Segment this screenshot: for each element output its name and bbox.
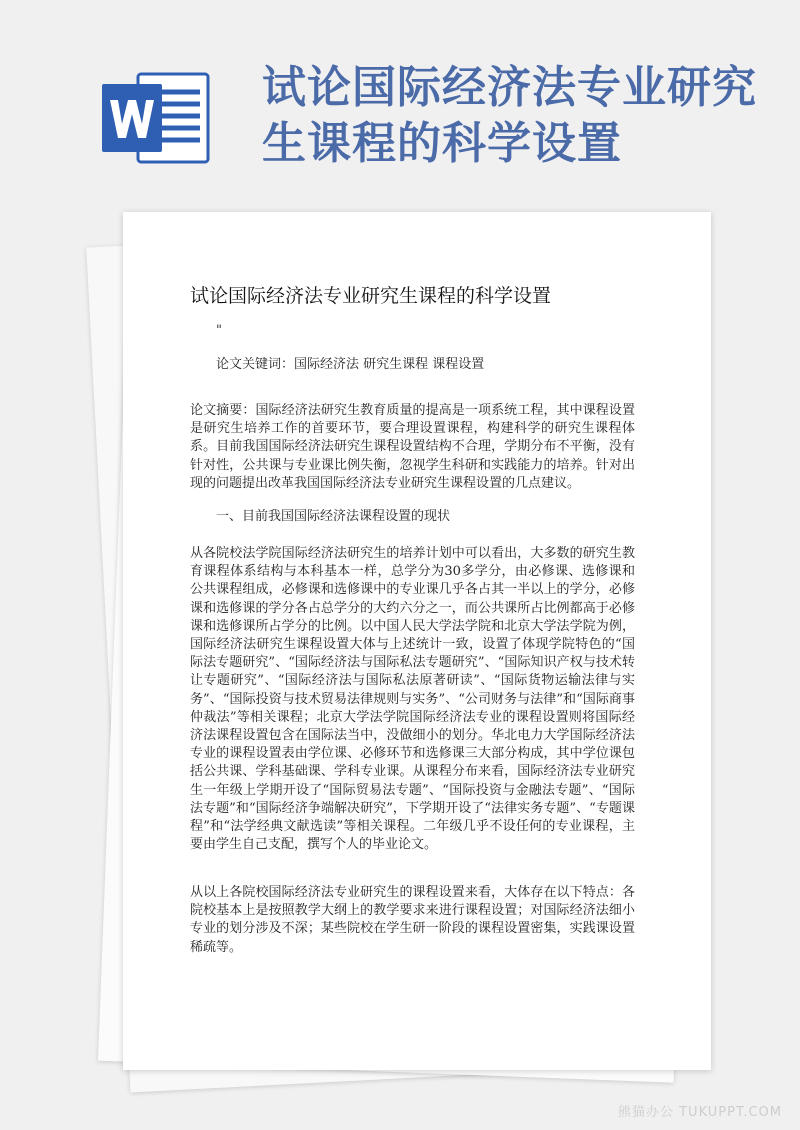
keywords-line: 论文关键词：国际经济法 研究生课程 课程设置 (216, 357, 485, 372)
banner-title: 试论国际经济法专业研究生课程的科学设置 (262, 62, 757, 169)
watermark-text: 熊猫办公 TUKUPPT.COM (617, 1105, 782, 1120)
word-document-icon (100, 68, 212, 168)
abstract-paragraph: 论文摘要：国际经济法研究生教育质量的提高是一项系统工程，其中课程设置是研究生培养工作的首要环节，要合理设置课程，构建科学的研究生课程体系。目前我国国际经济法研究生课程设置结构不合理，学期分布不平衡，没有针对性，公共课与专业课比例失衡，忽视学生科研和实践能力的培养。针对出现的问题提出改革我国国际经济法专业研究生课程设置的几点建议。 (190, 403, 635, 491)
header-banner (0, 0, 800, 200)
section-heading: 一、目前我国国际经济法课程设置的现状 (216, 509, 451, 524)
quote-mark: " (216, 323, 222, 338)
document-title: 试论国际经济法专业研究生课程的科学设置 (190, 285, 552, 307)
body-paragraph-1: 从各院校法学院国际经济法研究生的培养计划中可以看出，大多数的研究生教育课程体系结构与本科基本一样，总学分为30多学分，由必修课、选修课和公共课程组成，必修课和选修课中的专业课几乎各占其一半以上的学分，必修课和选修课的学分各占总学分的大约六分之一，而公共课所占比例都高于必修课和选修课所占学分的比例。以中国人民大学法学院和北京大学法学院为例，国际经济法研究生课程设置大体与上述统计一致，设置了体现学院特色的“国际法专题研究”、“国际经济法与国际私法专题研究”、“国际知识产权与技术转让专题研究”、“国际经济法与国际私法原著研读”、“国际货物运输法律与实务”、“国际投资与技术贸易法律规则与实务”、“公司财务与法律”和“国际商事仲裁法”等相关课程；北京大学法学院国际经济法专业的课程设置则将国际经济法课程设置包含在国际法当中，没做细小的划分。华北电力大学国际经济法专业的课程设置表由学位课、必修环节和选修课三大部分构成，其中学位课包括公共课、学科基础课、学科专业课。从课程分布来看，国际经济法专业研究生一年级上学期开设了“国际贸易法专题”、“国际投资与金融法专题”、“国际法专题”和“国际经济争端解决研究”，下学期开设了“法律实务专题”、“专题课程”和“法学经典文献选读”等相关课程。二年级几乎不设任何的专业课程，主要由学生自己支配，撰写个人的毕业论文。 (190, 546, 635, 853)
body-paragraph-2: 从以上各院校国际经济法专业研究生的课程设置来看，大体存在以下特点：各院校基本上是按照教学大纲上的教学要求来进行课程设置；对国际经济法细小专业的划分涉及不深；某些院校在学生研一阶段的课程设置密集，实践课设置稀疏等。 (190, 885, 635, 955)
